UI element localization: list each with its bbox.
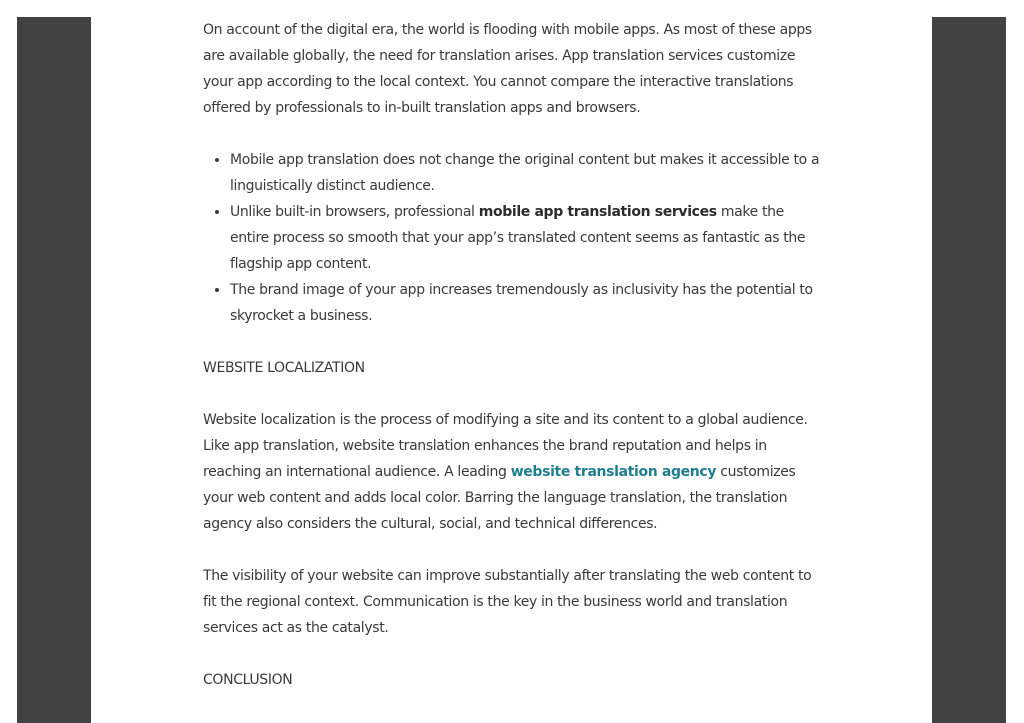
left-side-bar: [17, 17, 91, 723]
list-item: [230, 199, 823, 277]
list-item-text: Unlike built-in browsers, professional: [230, 204, 479, 220]
bold-phrase: mobile app translation services: [478, 204, 717, 220]
paragraph-text: Website localization is the process of modifying a site and its content to a global audience. Like app translation, website translation enhances the brand reputation and helps in reaching an international audience. A leading: [203, 412, 808, 480]
list-item-text: make the entire process so smooth that your app’s translated content seems as fantastic as the flagship app content.: [230, 204, 806, 272]
list-item: • Mobile app translation does not change the original content but makes it accessible to a linguistically distinct audience.: [230, 147, 823, 199]
conclusion-heading: CONCLUSION: [203, 672, 293, 688]
website-localization-paragraph: [203, 407, 823, 537]
list-item: • The brand image of your app increases tremendously as inclusivity has the potential to skyrocket a business.: [230, 277, 823, 329]
website-translation-agency-link[interactable]: website translation agency: [510, 464, 717, 480]
website-localization-heading: WEBSITE LOCALIZATION: [203, 360, 365, 376]
visibility-paragraph: The visibility of your website can improve substantially after translating the web content to fit the regional context. Communication is the key in the business world and translation services act as the catalyst.: [203, 568, 812, 636]
right-side-bar: [932, 17, 1006, 723]
article-body: [203, 17, 823, 719]
benefits-list: [203, 147, 823, 329]
paragraph-text: customizes your web content and adds local color. Barring the language translation, the translation agency also considers the cultural, social, and technical differences.: [203, 464, 796, 532]
intro-paragraph: On account of the digital era, the world is flooding with mobile apps. As most of these apps are available globally, the need for translation arises. App translation services customize your app according to the local context. You cannot compare the interactive translations offered by professionals to in-built translation apps and browsers.: [203, 22, 812, 116]
